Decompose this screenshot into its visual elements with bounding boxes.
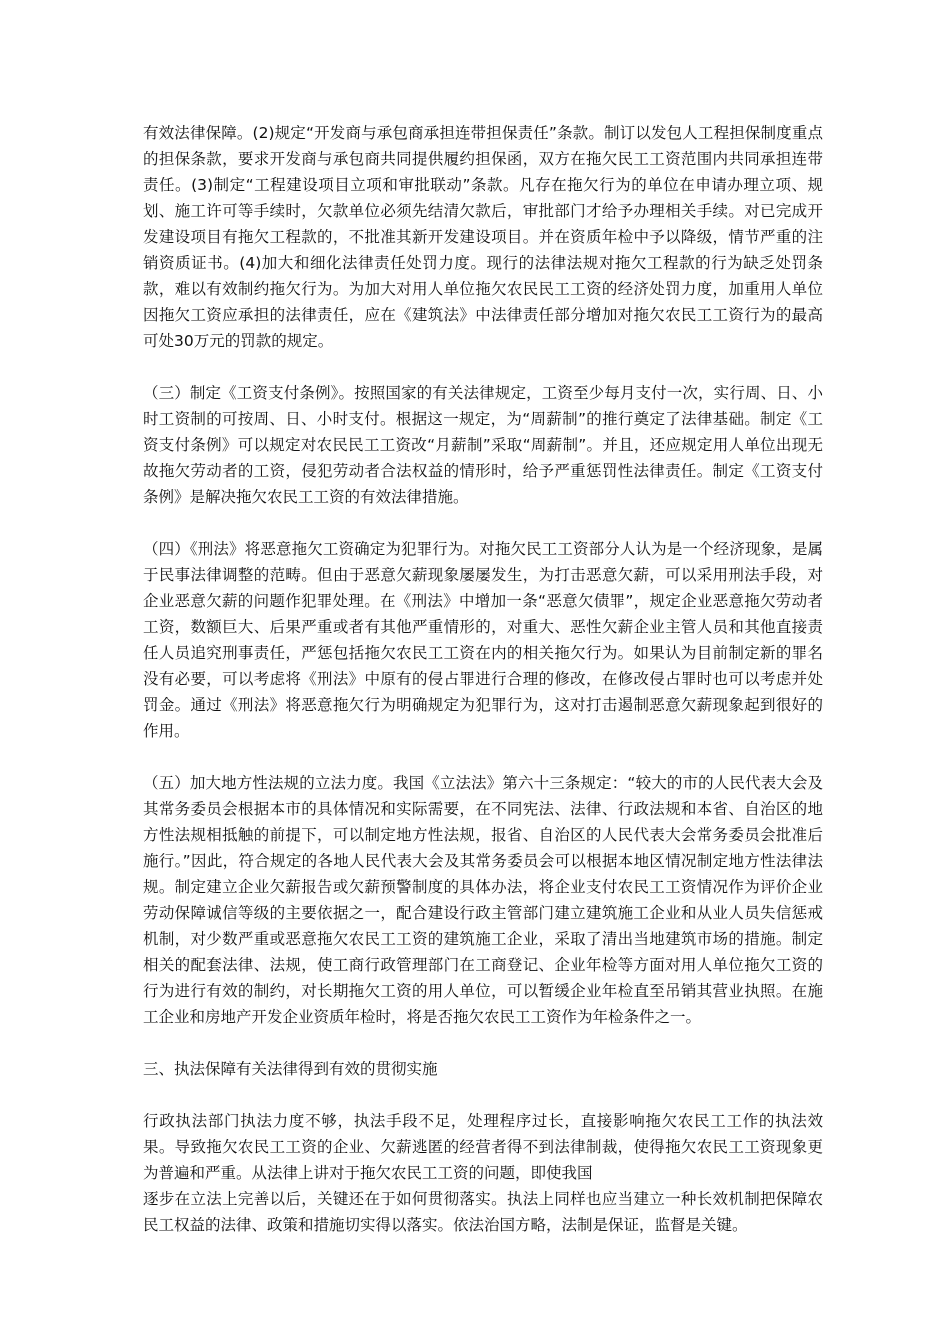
section-heading-law-enforcement: 三、执法保障有关法律得到有效的贯彻实施 <box>143 1060 438 1078</box>
paragraph-legal-guarantee-clauses: 有效法律保障。(2)规定“开发商与承包商承担连带担保责任”条款。制订以发包人工程担保制度重点的担保条款，要求开发商与承包商共同提供履约担保函，双方在拖欠民工工资范围内共同承担连带责任。(3)制定“工程建设项目立项和审批联动”条款。凡存在拖欠行为的单位在申请办理立项、规划、施工许可等手续时，欠款单位必须先结清欠款后，审批部门才给予办理相关手续。对已完成开发建设项目有拖欠工程款的，不批准其新开发建设项目。并在资质年检中予以降级，情节严重的注销资质证书。(4)加大和细化法律责任处罚力度。现行的法律法规对拖欠工程款的行为缺乏处罚条款，难以有效制约拖欠行为。为加大对用人单位拖欠农民民工工资的经济处罚力度，加重用人单位因拖欠工资应承担的法律责任，应在《建筑法》中法律责任部分增加对拖欠农民工工资行为的最高可处30万元的罚款的规定。 <box>143 124 823 350</box>
paragraph-enforcement-continuation: 逐步在立法上完善以后，关键还在于如何贯彻落实。执法上同样也应当建立一种长效机制把保障农民工权益的法律、政策和措施切实得以落实。依法治国方略，法制是保证，监督是关键。 <box>143 1190 823 1234</box>
paragraph-wage-payment-regulation: （三）制定《工资支付条例》。按照国家的有关法律规定，工资至少每月支付一次，实行周、日、小时工资制的可按周、日、小时支付。根据这一规定，为“周薪制”的推行奠定了法律基础。制定《工资支付条例》可以规定对农民民工工资改“月薪制”采取“周薪制”。并且，还应规定用人单位出现无故拖欠劳动者的工资，侵犯劳动者合法权益的情形时，给予严重惩罚性法律责任。制定《工资支付条例》是解决拖欠农民工工资的有效法律措施。 <box>143 384 823 506</box>
paragraph-local-regulations: （五）加大地方性法规的立法力度。我国《立法法》第六十三条规定：“较大的市的人民代表大会及其常务委员会根据本市的具体情况和实际需要，在不同宪法、法律、行政法规和本省、自治区的地方性法规相抵触的前提下，可以制定地方性法规，报省、自治区的人民代表大会常务委员会批准后施行。”因此，符合规定的各地人民代表大会及其常务委员会可以根据本地区情况制定地方性法律法规。制定建立企业欠薪报告或欠薪预警制度的具体办法，将企业支付农民工工资情况作为评价企业劳动保障诚信等级的主要依据之一，配合建设行政主管部门建立建筑施工企业和从业人员失信惩戒机制，对少数严重或恶意拖欠农民工工资的建筑施工企业，采取了清出当地建筑市场的措施。制定相关的配套法律、法规，使工商行政管理部门在工商登记、企业年检等方面对用人单位拖欠工资的行为进行有效的制约，对长期拖欠工资的用人单位，可以暂缓企业年检直至吊销其营业执照。在施工企业和房地产开发企业资质年检时，将是否拖欠农民工工资作为年检条件之一。 <box>143 774 823 1026</box>
paragraph-criminal-law: （四）《刑法》将恶意拖欠工资确定为犯罪行为。对拖欠民工工资部分人认为是一个经济现象，是属于民事法律调整的范畴。但由于恶意欠薪现象屡屡发生，为打击恶意欠薪，可以采用刑法手段，对企业恶意欠薪的问题作犯罪处理。在《刑法》中增加一条“恶意欠债罪”，规定企业恶意拖欠劳动者工资，数额巨大、后果严重或者有其他严重情形的，对重大、恶性欠薪企业主管人员和其他直接责任人员追究刑事责任，严惩包括拖欠农民工工资在内的相关拖欠行为。如果认为目前制定新的罪名没有必要，可以考虑将《刑法》中原有的侵占罪进行合理的修改，在修改侵占罪时也可以考虑并处罚金。通过《刑法》将恶意拖欠行为明确规定为犯罪行为，这对打击遏制恶意欠薪现象起到很好的作用。 <box>143 540 823 740</box>
document-body <box>143 120 823 1264</box>
paragraph-enforcement-intro: 行政执法部门执法力度不够，执法手段不足，处理程序过长，直接影响拖欠农民工工作的执法效果。导致拖欠农民工工资的企业、欠薪逃匿的经营者得不到法律制裁，使得拖欠农民工工资现象更为普遍和严重。从法律上讲对于拖欠农民工工资的问题，即使我国 <box>143 1112 823 1182</box>
